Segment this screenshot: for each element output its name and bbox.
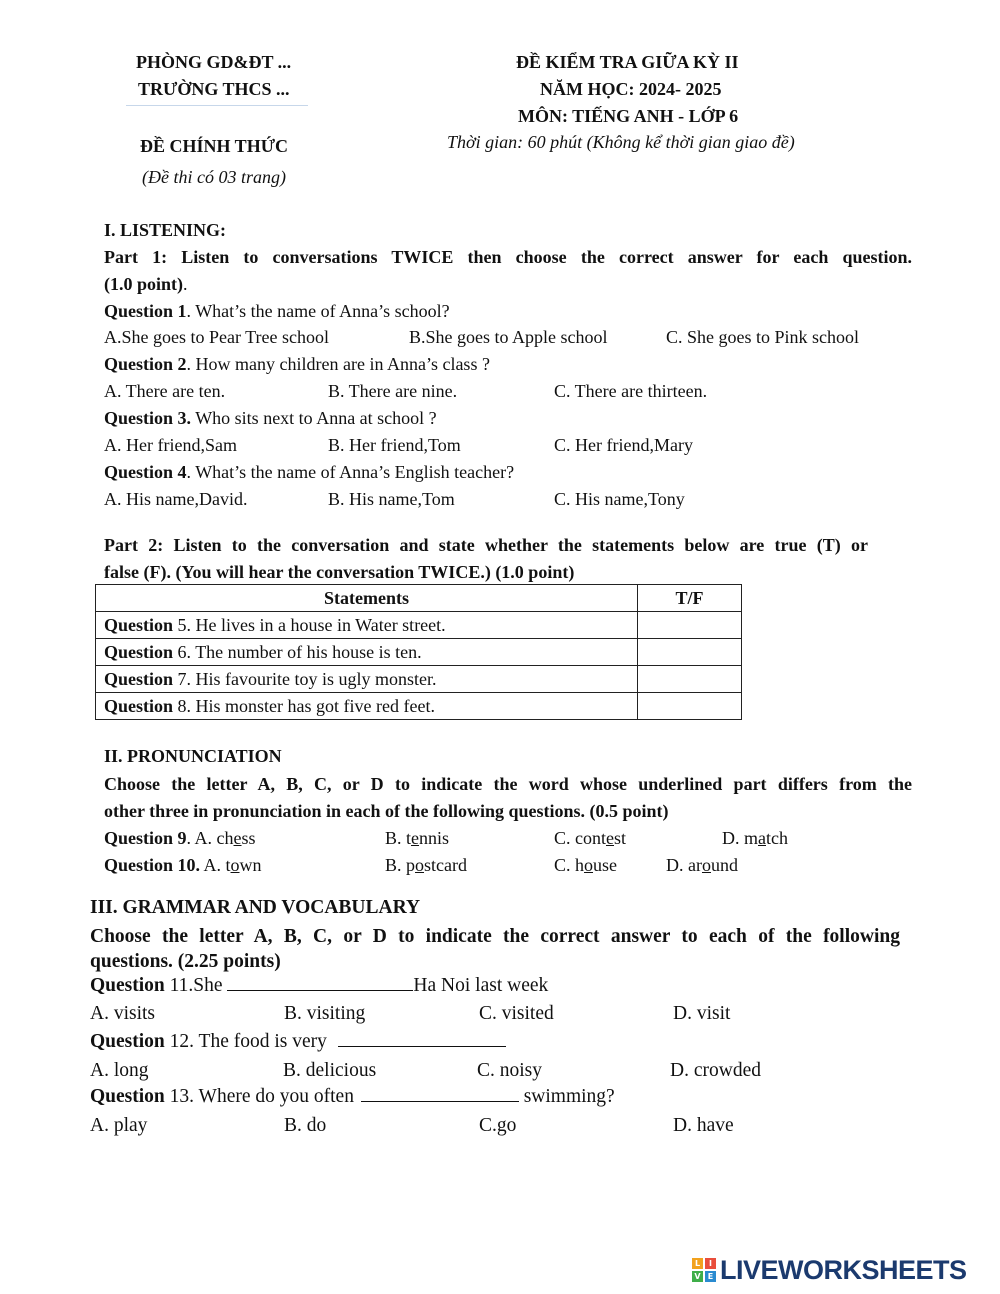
q4-option-a: A. His name,David. [104, 489, 248, 509]
logo-wordmark: LIVEWORKSHEETS [720, 1254, 967, 1285]
logo-icon [692, 1258, 716, 1282]
subject-line: MÔN: TIẾNG ANH - LỚP 6 [518, 106, 739, 126]
answer-cell[interactable] [638, 639, 742, 666]
question-1: Question 1. What’s the name of Anna’s school? [104, 301, 450, 321]
grammar-instruction: Choose the letter A, B, C, or D to indicate the correct answer to each of the following [90, 926, 900, 947]
q10-option-d: D. around [666, 855, 738, 875]
q3-option-c: C. Her friend,Mary [554, 435, 693, 455]
q13-option-c: C.go [479, 1115, 517, 1136]
q10-option-b: B. postcard [385, 855, 467, 875]
q9-option-b: B. tennis [385, 828, 450, 848]
true-false-table [95, 584, 742, 720]
q13-option-a: A. play [90, 1115, 148, 1136]
q13-option-b: B. do [284, 1115, 327, 1136]
answer-blank[interactable] [227, 976, 413, 991]
q1-option-c: C. She goes to Pink school [666, 327, 860, 347]
answer-blank[interactable] [361, 1087, 519, 1102]
logo-tile: E [705, 1271, 716, 1282]
question-13: Question 13. Where do you often swimming? [90, 1086, 615, 1107]
statements-header: Statements [96, 585, 638, 612]
exam-title: ĐỀ KIỂM TRA GIỮA KỲ II [516, 52, 739, 72]
pronunciation-instruction-2: other three in pronunciation in each of the following questions. (0.5 point) [104, 801, 669, 821]
table-row [96, 693, 742, 720]
q12-option-d: D. crowded [670, 1060, 761, 1081]
q11-option-d: D. visit [673, 1003, 731, 1024]
q11-option-b: B. visiting [284, 1003, 366, 1024]
question-9: Question 9. A. chess [104, 828, 256, 848]
q3-option-b: B. Her friend,Tom [328, 435, 461, 455]
q13-option-d: D. have [673, 1115, 734, 1136]
q2-option-c: C. There are thirteen. [554, 381, 708, 401]
q10-option-c: C. house [554, 855, 618, 875]
part1-instruction: Part 1: Listen to conversations TWICE then choose the correct answer for each question. [104, 247, 912, 267]
time-note: Thời gian: 60 phút (Không kể thời gian giao đề) [447, 132, 795, 152]
q9-option-d: D. match [722, 828, 788, 848]
part2-instruction: Part 2: Listen to the conversation and state whether the statements below are true (T) or [104, 535, 868, 555]
question-2: Question 2. How many children are in Anna’s class ? [104, 354, 490, 374]
answer-cell[interactable] [638, 666, 742, 693]
question-12: Question 12. The food is very [90, 1031, 506, 1053]
statement-cell: Question 5. He lives in a house in Water street. [96, 612, 638, 639]
q4-option-c: C. His name,Tony [554, 489, 685, 509]
q11-option-c: C. visited [479, 1003, 554, 1024]
question-11: Question 11.She Ha Noi last week [90, 975, 549, 996]
pronunciation-title: II. PRONUNCIATION [104, 746, 282, 766]
statement-cell: Question 8. His monster has got five red feet. [96, 693, 638, 720]
listening-title: I. LISTENING: [104, 220, 227, 240]
q4-option-b: B. His name,Tom [328, 489, 455, 509]
q2-option-b: B. There are nine. [328, 381, 458, 401]
department-name: PHÒNG GD&ĐT ... [136, 52, 292, 72]
question-10: Question 10. A. town [104, 855, 262, 875]
pages-note: (Đề thi có 03 trang) [142, 167, 286, 187]
answer-cell[interactable] [638, 693, 742, 720]
tf-header: T/F [638, 585, 742, 612]
question-4: Question 4. What’s the name of Anna’s English teacher? [104, 462, 515, 482]
answer-cell[interactable] [638, 612, 742, 639]
logo-tile: L [692, 1258, 703, 1269]
official-label: ĐỀ CHÍNH THỨC [140, 136, 289, 156]
statement-cell: Question 7. His favourite toy is ugly monster. [96, 666, 638, 693]
table-row [96, 612, 742, 639]
header-divider [126, 105, 308, 106]
q12-option-b: B. delicious [283, 1060, 377, 1081]
q12-option-c: C. noisy [477, 1060, 543, 1081]
pronunciation-instruction: Choose the letter A, B, C, or D to indicate the word whose underlined part differs from the [104, 774, 912, 794]
question-3: Question 3. Who sits next to Anna at school ? [104, 408, 437, 428]
logo-tile: I [705, 1258, 716, 1269]
grammar-instruction-2: questions. (2.25 points) [90, 951, 281, 972]
school-year: NĂM HỌC: 2024- 2025 [540, 79, 722, 99]
q3-option-a: A. Her friend,Sam [104, 435, 237, 455]
part1-points: (1.0 point). [104, 274, 188, 294]
part2-instruction-2: false (F). (You will hear the conversation TWICE.) (1.0 point) [104, 562, 575, 582]
logo-tile: V [692, 1271, 703, 1282]
q11-option-a: A. visits [90, 1003, 156, 1024]
answer-blank[interactable] [338, 1032, 506, 1047]
statement-cell: Question 6. The number of his house is ten. [96, 639, 638, 666]
q2-option-a: A. There are ten. [104, 381, 226, 401]
school-name: TRƯỜNG THCS ... [138, 79, 290, 99]
table-row [96, 639, 742, 666]
liveworksheets-logo [692, 1255, 967, 1285]
q1-option-b: B.She goes to Apple school [409, 327, 608, 347]
q1-option-a: A.She goes to Pear Tree school [104, 327, 329, 347]
q9-option-c: C. contest [554, 828, 627, 848]
q12-option-a: A. long [90, 1060, 149, 1081]
table-row [96, 666, 742, 693]
grammar-title: III. GRAMMAR AND VOCABULARY [90, 897, 421, 918]
